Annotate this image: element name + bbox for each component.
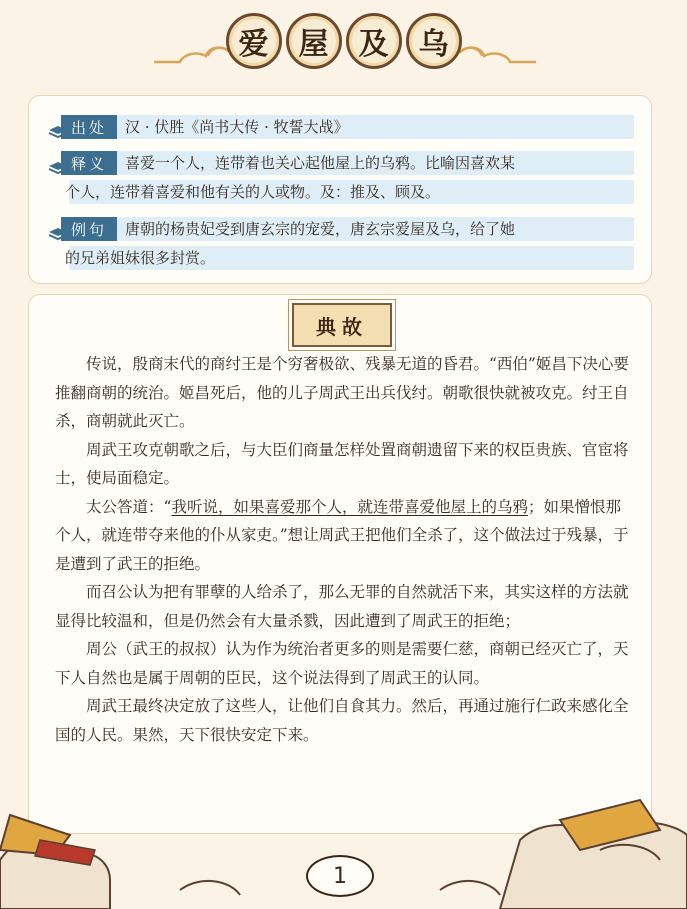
story-text [55,350,635,749]
story-paragraph: 周武王最终决定放了这些人，让他们自食其力。然后，再通过施行仁政来感化全国的人民。果然，天下很快安定下来。 [55,697,629,744]
story-text-span: 太公答道：“ [86,497,172,516]
underlined-quote: 我听说，如果喜爱那个人，就连带喜爱他屋上的乌鸦 [171,497,528,516]
source-tag: 出处 [61,115,117,139]
page-title [0,8,687,74]
title-char: 乌 [406,13,462,69]
idiom-info-box [28,95,652,284]
meaning-text-line-1: 喜爱一个人，连带着也关心起他屋上的乌鸦。比喻因喜欢某 [125,154,516,172]
story-paragraph [55,493,635,579]
story-paragraph: 传说，殷商末代的商纣王是个穷奢极欲、残暴无道的昏君。“西伯”姬昌下决心要推翻商朝的统治。姬昌死后，他的儿子周武王出兵伐纣。朝歌很快就被攻克。纣王自杀，商朝就此灭亡。 [55,355,629,430]
example-text-line-1: 唐朝的杨贵妃受到唐玄宗的宠爱，唐玄宗爱屋及乌，给了她 [125,220,516,238]
example-tag: 例句 [61,217,117,241]
story-section-title: 典故 [292,303,392,347]
story-paragraph: 周武王攻克朝歌之后，与大臣们商量怎样处置商朝遗留下来的权臣贵族、官宦将士，使局面稳定。 [55,440,629,487]
title-char: 及 [346,13,402,69]
story-paragraph: 周公（武王的叔叔）认为作为统治者更多的则是需要仁慈，商朝已经灭亡了，天下人自然也是属于周朝的臣民，这个说法得到了周武王的认同。 [55,640,629,687]
title-char: 爱 [226,13,282,69]
example-text-line-2: 的兄弟姐妹很多封赏。 [65,249,216,267]
page-number: 1 [306,855,374,897]
source-text: 汉 · 伏胜《尚书大传 · 牧誓大战》 [125,118,349,136]
meaning-text-line-2: 个人，连带着喜爱和他有关的人或物。及：推及、顾及。 [65,183,441,201]
story-text-span: ；如果憎恨那个人，就连带夺来他的仆从家吏。”想让周武王把他们全杀了，这个做法过于残暴，于是遭到了武王的拒绝。 [55,497,629,573]
meaning-tag: 释义 [61,151,117,175]
story-box [28,294,652,834]
title-char: 屋 [286,13,342,69]
story-paragraph: 而召公认为把有罪孽的人给杀了，那么无罪的自然就活下来，其实这样的方法就显得比较温和，但是仍然会有大量杀戮，因此遭到了周武王的拒绝； [55,583,629,630]
